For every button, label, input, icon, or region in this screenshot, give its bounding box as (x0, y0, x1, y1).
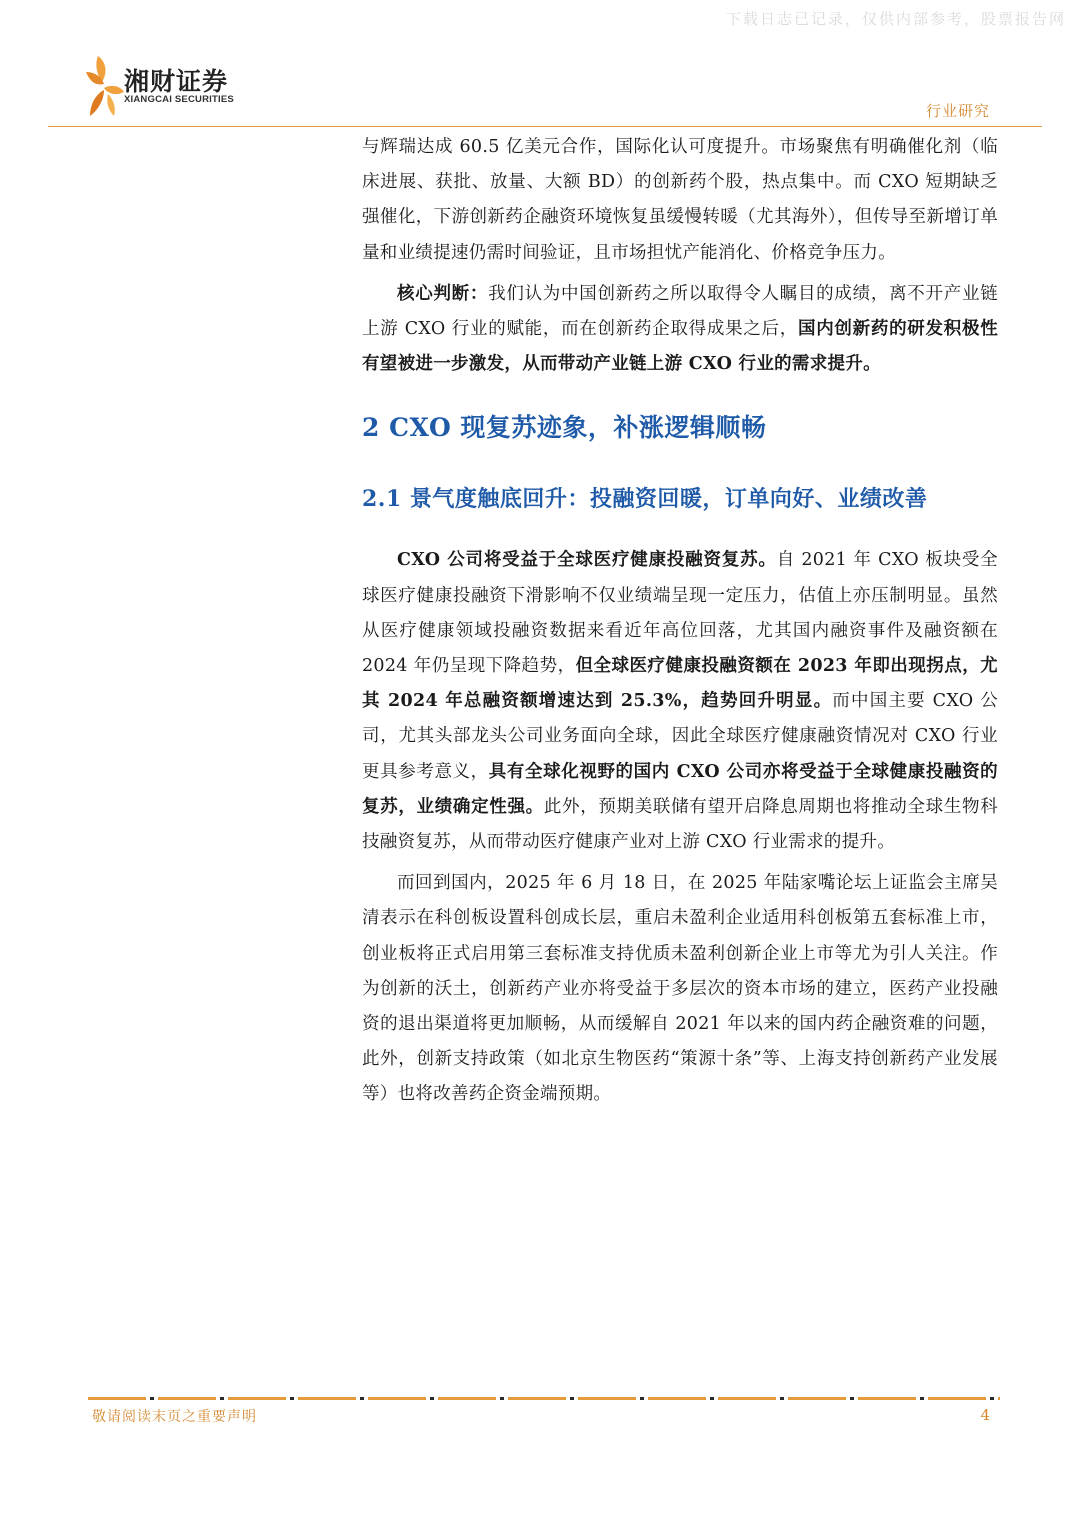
company-logo (84, 54, 234, 118)
core-judgement-text: 我们认为中国创新药之所以取得令人瞩目的成绩，离不开产业链上游 CXO 行业的赋能，而在创新药企取得成果之后， (362, 283, 998, 340)
paragraph-market-context: 与辉瑞达成 60.5 亿美元合作，国际化认可度提升。市场聚焦有明确催化剂（临床进展、获批、放量、大额 BD）的创新药个股，热点集中。而 CXO 短期缺乏强催化，下游创新药企融资环境恢复虽缓慢转暖（尤其海外），但传导至新增订单量和业绩提速仍需时间验证，且市场担忧产能消化、价格竞争压力。 (362, 137, 998, 263)
page-number: 4 (980, 1406, 990, 1424)
logo-company-name: 湘财证券 (124, 67, 229, 96)
cxo-recovery-text-3: 此外，预期美联储有望开启降息周期也将推动全球生物科技融资复苏，从而带动医疗健康产业对上游 CXO 行业需求的提升。 (362, 796, 999, 853)
subsection-heading-2-1: 2.1 景气度触底回升：投融资回暖，订单向好、业绩改善 (362, 486, 928, 513)
cxo-recovery-bold-2: 具有全球化视野的国内 CXO 公司亦将受益于全球健康投融资的复苏，业绩确定性强。 (362, 761, 998, 817)
paragraph-cxo-recovery (362, 543, 998, 860)
logo-mark-icon (84, 54, 124, 118)
section-heading-2: 2 CXO 现复苏迹象，补涨逻辑顺畅 (362, 413, 767, 443)
paragraph-domestic-policy: 而回到国内，2025 年 6 月 18 日，在 2025 年陆家嘴论坛上证监会主席吴清表示在科创板设置科创成长层，重启未盈利企业适用科创板第五套标准上市，创业板将正式启用第三套标准支持优质未盈利创新企业上市等尤为引人关注。作为创新的沃土，创新药产业亦将受益于多层次的资本市场的建立，医药产业投融资的退出渠道将更加顺畅，从而缓解自 2021 年以来的国内药企融资难的问题，此外，创新支持政策（如北京生物医药“策源十条”等、上海支持创新药产业发展等）也将改善药企资金端预期。 (362, 873, 998, 1105)
cxo-recovery-lead: CXO 公司将受益于全球医疗健康投融资复苏。 (397, 550, 777, 571)
footer-divider (88, 1397, 1000, 1400)
header-divider (48, 126, 1042, 127)
report-body (362, 128, 998, 1113)
core-judgement-bold: 国内创新药的研发积极性有望被进一步激发，从而带动产业链上游 CXO 行业的需求提升。 (362, 319, 998, 375)
cxo-recovery-bold-1: 但全球医疗健康投融资额在 2023 年即出现拐点，尤其 2024 年总融资额增速达到 25.3%，趋势回升明显。 (362, 656, 998, 712)
cxo-recovery-text-2: 而中国主要 CXO 公司，尤其头部龙头公司业务面向全球，因此全球医疗健康融资情况对 CXO 行业更具参考意义， (362, 691, 998, 782)
footer-disclaimer-note: 敬请阅读末页之重要声明 (92, 1409, 257, 1425)
watermark-text: 下载日志已记录，仅供内部参考，股票报告网 (725, 10, 1066, 28)
report-category: 行业研究 (925, 102, 990, 120)
cxo-recovery-text-1: 自 2021 年 CXO 板块受全球医疗健康投融资下滑影响不仅业绩端呈现一定压力，估值上亦压制明显。虽然从医疗健康领域投融资数据来看近年高位回落，尤其国内融资事件及融资额在 2024 年仍呈现下降趋势， (362, 550, 998, 677)
paragraph-core-judgement (362, 277, 998, 383)
logo-company-english: XIANGCAI SECURITIES (124, 94, 234, 105)
core-judgement-lead: 核心判断： (397, 283, 489, 304)
